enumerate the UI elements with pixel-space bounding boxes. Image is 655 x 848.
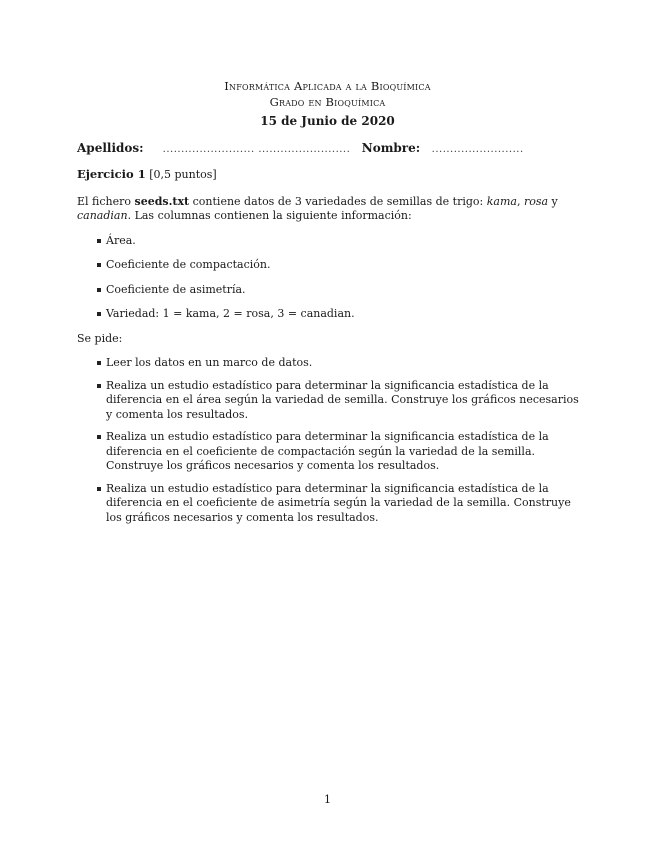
exercise-points: [0,5 puntos] [149, 168, 217, 181]
tasks-list [77, 356, 579, 525]
columns-list [77, 234, 579, 322]
document-body [77, 167, 579, 533]
bullet-icon [97, 288, 101, 292]
bullet-icon [97, 361, 101, 365]
separator: y [548, 194, 558, 208]
list-item [97, 283, 579, 298]
bullet-icon [97, 487, 101, 491]
exam-date: 15 de Junio de 2020 [260, 114, 395, 128]
ask-label: Se pide: [77, 331, 123, 345]
variety-name: kama [486, 194, 517, 208]
intro-text: contiene datos de 3 variedades de semillas de trigo: [189, 194, 487, 208]
list-item [97, 234, 579, 249]
list-item [97, 258, 579, 273]
variety-name: canadian [77, 209, 128, 222]
intro-text: . Las columnas contienen la siguiente información: [127, 209, 412, 222]
bullet-icon [97, 239, 101, 243]
variety-name: rosa [523, 194, 549, 208]
name-label: Nombre: [361, 141, 421, 155]
bullet-icon [97, 384, 101, 388]
list-item-text: Coeficiente de compactación. [106, 258, 271, 271]
file-name: seeds.txt [134, 194, 190, 208]
bullet-icon [97, 263, 101, 267]
intro-text: El fichero [77, 194, 135, 208]
list-item [97, 307, 579, 322]
list-item [97, 482, 579, 526]
course-title: Informática Aplicada a la Bioquímica [224, 79, 431, 93]
list-item-text: Coeficiente de asimetría. [106, 282, 246, 296]
degree-title: Grado en Bioquímica [269, 95, 386, 109]
student-identification [77, 140, 577, 158]
document-header [0, 78, 655, 130]
list-item [97, 430, 579, 474]
surname-label: Apellidos: [77, 141, 144, 155]
bullet-icon [97, 312, 101, 316]
separator: , [516, 194, 524, 208]
exercise-heading [77, 167, 579, 183]
list-item-text: Leer los datos en un marco de datos. [106, 356, 313, 369]
exercise-intro [77, 195, 579, 224]
exercise-title: Ejercicio 1 [77, 167, 146, 181]
surname-blank: ......................... ......................... [162, 144, 351, 155]
name-blank: ......................... [431, 144, 524, 155]
list-item-text: Variedad: 1 = kama, 2 = rosa, 3 = canadian. [106, 307, 355, 320]
list-item-text: Área. [106, 233, 136, 247]
list-item [97, 356, 579, 371]
list-item-text: Realiza un estudio estadístico para determinar la significancia estadística de la diferencia en el coeficiente de compactación según la variedad de la semilla. Construye los gráficos necesarios y comenta los resultados. [106, 430, 549, 472]
list-item-text: Realiza un estudio estadístico para determinar la significancia estadística de la diferencia en el área según la variedad de semilla. Construye los gráficos necesarios y comenta los resultados. [106, 378, 579, 421]
page-number: 1 [324, 793, 331, 806]
list-item [97, 379, 579, 423]
bullet-icon [97, 435, 101, 439]
list-item-text: Realiza un estudio estadístico para determinar la significancia estadística de la diferencia en el coeficiente de asimetría según la variedad de la semilla. Construye los gráficos necesarios y comenta los resultados. [106, 481, 571, 524]
